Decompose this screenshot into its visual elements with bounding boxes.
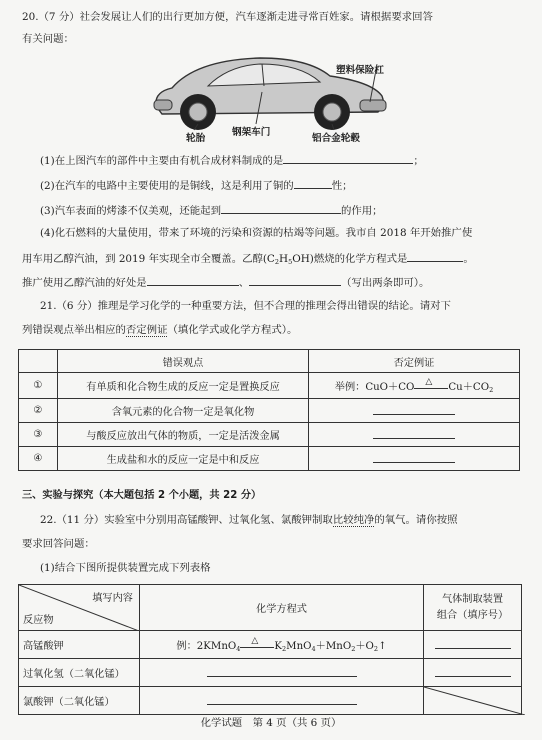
q20-intro-line2: 有关问题： [22,33,74,45]
q20-equation-blank[interactable] [407,250,463,262]
q20-part4-line1: (4)化石燃料的大量使用，带来了环境的污染和资源的枯竭等问题。我市自 2018 年开始推广使 [40,227,473,239]
q21-row-text: 生成盐和水的反应一定是中和反应 [58,447,309,471]
q21-intro-line2: 列错误观点举出相应的否定例证（填化学式或化学方程式）。 [22,324,298,336]
q21-row-num: ② [19,399,58,423]
q20-part1: (1)在上图汽车的部件中主要由有机合成材料制成的是 ； [40,152,424,168]
q21-answer-blank-4[interactable] [373,451,455,463]
q21-answer-blank-3[interactable] [373,427,455,439]
q22-header-equation: 化学方程式 [140,585,424,631]
q20-part2-blank[interactable] [294,177,332,189]
q21-row-num: ① [19,373,58,399]
q22-diagonal-header: 填写内容 反应物 [19,585,140,631]
bumper-label: 塑料保险杠 [336,65,384,76]
q20-part1-blank[interactable] [283,152,413,164]
q21-answer-blank-2[interactable] [373,403,455,415]
q22-crossed-cell [424,687,522,715]
q21-row-text: 有单质和化合物生成的反应一定是置换反应 [58,373,309,399]
page-footer: 化学试题 第 4 页（共 6 页） [200,717,342,729]
q22-intro-line1: 22.（11 分）实验室中分别用高锰酸钾、过氧化氢、氯酸钾制取比较纯净的氧气。请你按照 [40,514,458,526]
q22-device-blank-1[interactable] [435,637,511,649]
q21-row-text: 与酸反应放出气体的物质，一定是活泼金属 [58,423,309,447]
diagonal-line [424,687,525,715]
heating-arrow-icon: △ [414,381,448,393]
q20-intro-line1: 20.（7 分）社会发展让人们的出行更加方便，汽车逐渐走进寻常百姓家。请根据要求回答 [22,11,433,23]
q22-equation-blank-3[interactable] [207,693,357,705]
wheel-label: 铝合金轮毂 [312,133,360,144]
q20-benefit2-blank[interactable] [249,274,341,286]
q21-header-counterexample: 否定例证 [309,350,520,373]
q22-device-blank-2[interactable] [435,665,511,677]
q22-example-cell: 例：2KMnO$_4$ △ $K_2MnO_4+MnO_2+O_2↑$ [140,631,424,659]
q20-benefit1-blank[interactable] [147,274,239,286]
q20-part2: (2)在汽车的电路中主要使用的是铜线，这是利用了铜的 性； [40,177,352,193]
tire-label: 轮胎 [186,133,206,144]
heating-arrow-icon: △ [240,640,274,652]
q21-row-num: ③ [19,423,58,447]
q22-header-device: 气体制取装置 组合（填序号） [424,585,522,631]
q22-reactant: 过氧化氢（二氧化锰） [19,659,140,687]
q22-reactant: 氯酸钾（二氧化锰） [19,687,140,715]
q20-part4-line2: 用车用乙醇汽油，到 2019 年实现全市全覆盖。乙醇$(C_2H_5OH)$燃烧的化学方程式是 。 [22,250,474,269]
q20-part3: (3)汽车表面的烤漆不仅美观，还能起到 的作用； [40,202,383,218]
q21-example-cell: 举例：CuO＋CO △ $Cu+CO_2$ [309,373,520,399]
q22-equation-blank-2[interactable] [207,665,357,677]
q21-intro-line1: 21.（6 分）推理是学习化学的一种重要方法，但不合理的推理会得出错误的结论。请对下 [40,300,451,312]
door-label: 钢架车门 [232,127,271,138]
q22-table [18,584,522,715]
q21-row-num: ④ [19,447,58,471]
q20-part4-line3: 推广使用乙醇汽油的好处是 、 （写出两条即可）。 [22,274,429,290]
q22-part1: (1)结合下图所提供装置完成下列表格 [40,562,211,574]
q22-reactant: 高锰酸钾 [19,631,140,659]
q22-intro-line2: 要求回答问题： [22,538,95,550]
q21-header-viewpoint: 错误观点 [58,350,309,373]
section3-heading: 三、实验与探究（本大题包括 2 个小题，共 22 分） [22,490,262,501]
q21-table [18,349,520,471]
q20-part3-blank[interactable] [221,202,341,214]
q21-row-text: 含氧元素的化合物一定是氧化物 [58,399,309,423]
